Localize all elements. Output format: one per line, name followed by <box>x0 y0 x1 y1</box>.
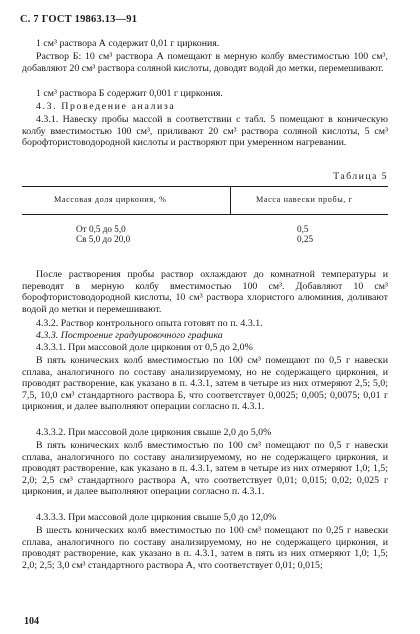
heading-4-3-3-2: 4.3.3.2. При массовой доле циркония свыше 2,0 до 5,0% <box>36 427 272 438</box>
paragraph-4-3-2: 4.3.2. Раствор контрольного опыта готовят по п. 4.3.1. <box>36 318 263 329</box>
table-header-rule <box>22 214 388 215</box>
paragraph-4-3-1: 4.3.1. Навеску пробы массой в соответствии с табл. 5 помещают в коническую колбу вместимостью 100 см³, приливают 20 см³ раствора соляной кислоты, 5 см³ борофтористоводородной кислоты и растворяют при умеренном нагревании. <box>22 114 388 149</box>
paragraph-4-3-3-1-body: В пять конических колб вместимостью по 100 см³ помещают по 0,5 г навески сплава, аналогичного по составу анализируемому, но не содержащего циркония, и проводят растворение, как указано в п. 4.3.1, затем в четыре из них отмеряют 2,5; 5,0; 7,5, 10,0 см³ стандартного раствора Б, что соответствует 0,0025; 0,005; 0,0075; 0,01 г циркония, и далее выполняют операции согласно п. 4.3.1. <box>22 355 388 413</box>
paragraph-4-3-3-3-body: В шесть конических колб вместимостью по 100 см³ помещают по 0,25 г навески сплава, аналогичного по составу анализируемому, но не содержащего циркония, и проводят растворение, как указано в п. 4.3.1, затем в пять из них отмеряют 1,0; 1,5; 2,0; 2,5; 3,0 см³ стандартного раствора А, что соответствует 0,01; 0,015; <box>22 525 388 571</box>
section-heading-analysis: 4.3. Проведение анализа <box>36 101 176 112</box>
table-col-header-zirconium: Массовая доля циркония, % <box>54 195 167 204</box>
paragraph-after-dissolution: После растворения пробы раствор охлаждают до комнатной температуры и переводят в мерную колбу вместимостью 100 см³. Добавляют 10 см³ борофтористоводородной кислоты, 10 см³ раствора хлористого алюминия, доливают водой до метки и перемешивают. <box>22 269 388 315</box>
page-header: С. 7 ГОСТ 19863.13—91 <box>20 14 138 25</box>
page-number: 104 <box>24 616 39 627</box>
table-cell-range: От 0,5 до 5,0 <box>76 224 126 234</box>
paragraph-4-3-3-2-body: В пять конических колб вместимостью по 100 см³ помещают по 0,5 г навески сплава, аналогичного по составу анализируемому, но не содержащего циркония, и проводят растворение, как указано в п. 4.3.1, затем в четыре из них отмеряют 1,0; 1,5; 2,0; 2,5 см³ стандартного раствора А, что соответствует 0,01; 0,015; 0,02; 0,025 г циркония, и далее выполняют операции согласно п. 4.3.1. <box>22 440 388 498</box>
heading-calibration-graph: 4.3.3. Построение градуировочного графика <box>36 330 223 341</box>
heading-4-3-3-1: 4.3.3.1. При массовой доле циркония от 0,5 до 2,0% <box>36 342 253 353</box>
table-cell-range: Св 5,0 до 20,0 <box>76 234 131 244</box>
table-header-divider <box>230 186 231 214</box>
table-cell-mass: 0,5 <box>297 224 309 234</box>
table-top-rule <box>22 186 388 187</box>
table-title: Таблица 5 <box>333 171 388 182</box>
paragraph-solution-a-content: 1 см³ раствора А содержит 0,01 г циркония. <box>36 38 220 49</box>
table-col-header-mass: Масса навески пробы, г <box>256 195 353 204</box>
table-cell-mass: 0,25 <box>297 234 314 244</box>
heading-4-3-3-3: 4.3.3.3. При массовой доле циркония свыше 5,0 до 12,0% <box>36 512 277 523</box>
paragraph-solution-b-content: 1 см³ раствора Б содержит 0,001 г циркония. <box>36 88 223 99</box>
paragraph-solution-b: Раствор Б: 10 см³ раствора А помещают в мерную колбу вместимостью 100 см³, добавляют 20 см³ раствора соляной кислоты, доводят водой до метки, перемешивают. <box>22 51 388 74</box>
